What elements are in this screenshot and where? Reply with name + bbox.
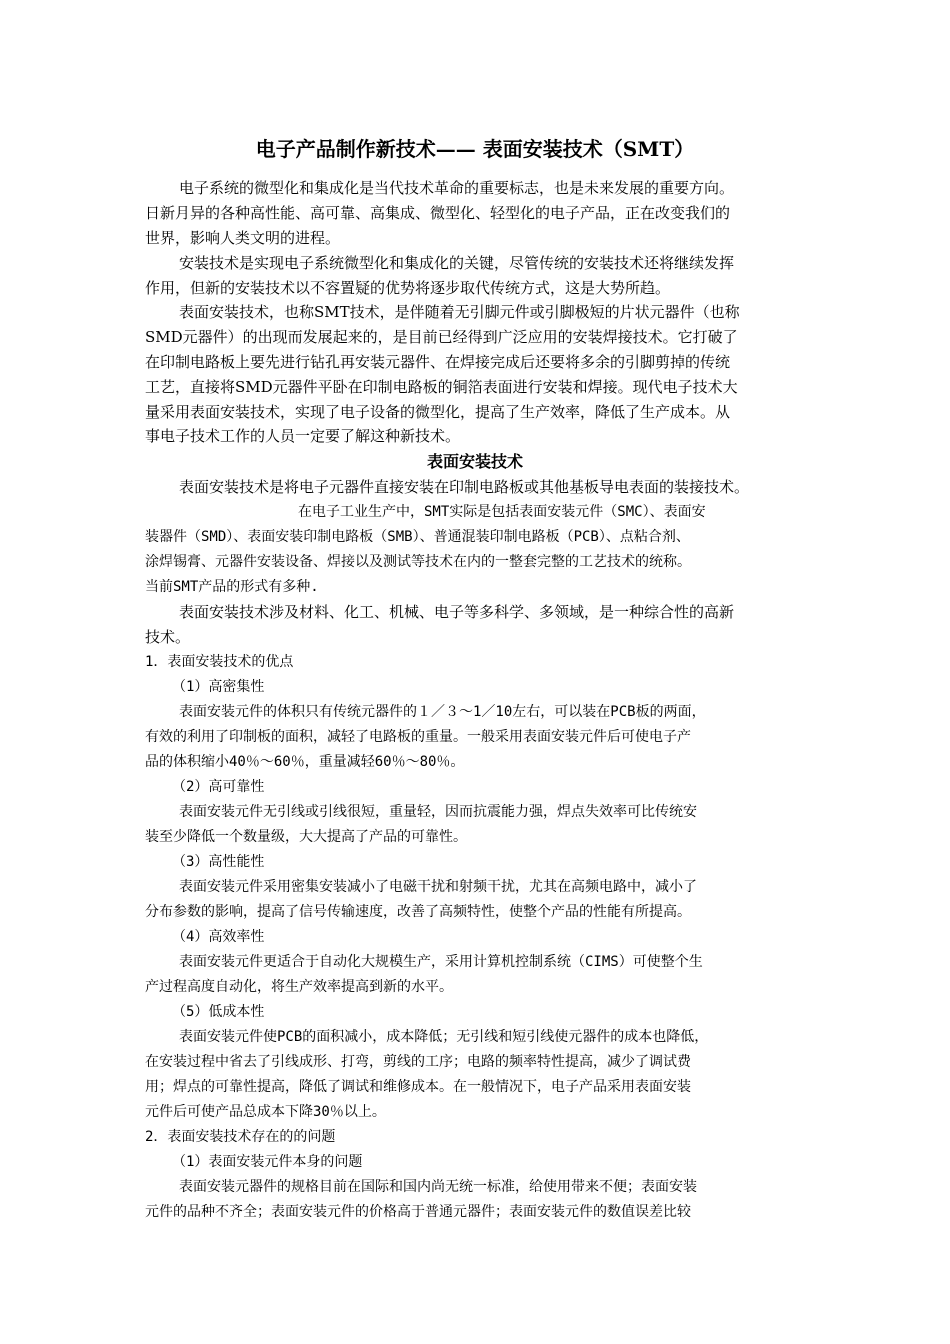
body-line: 元件的品种不齐全；表面安装元件的价格高于普通元器件；表面安装元件的数值误差比较 (145, 1204, 691, 1220)
body-line: 品的体积缩小40％～60％，重量减轻60％～80％。 (145, 754, 465, 770)
body-line: 涂焊锡膏、元器件安装设备、焊接以及测试等技术在内的一整套完整的工艺技术的统称。 (145, 554, 691, 570)
list-subheading: （3）高性能性 (172, 854, 265, 870)
body-line: 表面安装元件的体积只有传统元器件的１／３～1／10左右，可以装在PCB板的两面， (179, 704, 706, 720)
body-line: 产过程高度自动化，将生产效率提高到新的水平。 (145, 979, 453, 995)
body-line: 装至少降低一个数量级，大大提高了产品的可靠性。 (145, 829, 467, 845)
list-subheading: （5）低成本性 (172, 1004, 265, 1020)
body-line: 技术。 (145, 628, 191, 646)
intro-line: 事电子技术工作的人员一定要了解这种新技术。 (145, 427, 461, 445)
list-subheading: （4）高效率性 (172, 929, 265, 945)
body-line: 表面安装元件使PCB的面积减小，成本降低；无引线和短引线使元器件的成本也降低， (179, 1029, 709, 1045)
intro-line: 在印制电路板上要先进行钻孔再安装元器件、在焊接完成后还要将多余的引脚剪掉的传统 (145, 353, 731, 371)
body-line: 有效的利用了印制板的面积，减轻了电路板的重量。一般采用表面安装元件后可使电子产 (145, 729, 691, 745)
body-line: 装器件（SMD）、表面安装印制电路板（SMB）、普通混装印制电路板（PCB）、点粘合剂、 (145, 529, 690, 545)
list-heading: 2．表面安装技术存在的的问题 (145, 1129, 336, 1145)
body-line: 在安装过程中省去了引线成形、打弯，剪线的工序；电路的频率特性提高，减少了调试费 (145, 1054, 691, 1070)
intro-line: 表面安装技术，也称SMT技术，是伴随着无引脚元件或引脚极短的片状元器件（也称 (179, 303, 740, 321)
list-subheading: （1）表面安装元件本身的问题 (172, 1154, 363, 1170)
intro-line: SMD元器件）的出现而发展起来的，是目前已经得到广泛应用的安装焊接技术。它打破了 (145, 328, 738, 346)
document-title: 电子产品制作新技术—— 表面安装技术（SMT） (255, 137, 695, 161)
intro-line: 作用，但新的安装技术以不容置疑的优势将逐步取代传统方式，这是大势所趋。 (145, 279, 671, 297)
body-line: 在电子工业生产中，SMT实际是包括表面安装元件（SMC）、表面安 (298, 504, 706, 520)
body-line: 分布参数的影响，提高了信号传输速度，改善了高频特性，使整个产品的性能有所提高。 (145, 904, 691, 920)
body-line: 表面安装元件无引线或引线很短，重量轻，因而抗震能力强，焊点失效率可比传统安 (179, 804, 697, 820)
intro-line: 电子系统的微型化和集成化是当代技术革命的重要标志，也是未来发展的重要方向。 (179, 179, 735, 197)
body-line: 当前SMT产品的形式有多种. (145, 579, 319, 595)
body-line: 表面安装元件采用密集安装减小了电磁干扰和射频干扰，尤其在高频电路中，减小了 (179, 879, 697, 895)
intro-line: 世界，影响人类文明的进程。 (145, 229, 341, 247)
list-subheading: （2）高可靠性 (172, 779, 265, 795)
body-line: 表面安装元器件的规格目前在国际和国内尚无统一标准，给使用带来不便；表面安装 (179, 1179, 697, 1195)
intro-line: 工艺，直接将SMD元器件平卧在印制电路板的铜箔表面进行安装和焊接。现代电子技术大 (145, 378, 738, 396)
body-line: 表面安装元件更适合于自动化大规模生产，采用计算机控制系统（CIMS）可使整个生 (179, 954, 703, 970)
intro-line: 量采用表面安装技术，实现了电子设备的微型化，提高了生产效率，降低了生产成本。从 (145, 403, 731, 421)
intro-line: 安装技术是实现电子系统微型化和集成化的关键，尽管传统的安装技术还将继续发挥 (179, 254, 735, 272)
list-heading: 1．表面安装技术的优点 (145, 654, 294, 670)
body-line: 表面安装技术是将电子元器件直接安装在印制电路板或其他基板导电表面的装接技术。 (179, 478, 750, 496)
body-line: 用；焊点的可靠性提高，降低了调试和维修成本。在一般情况下，电子产品采用表面安装 (145, 1079, 691, 1095)
body-line: 元件后可使产品总成本下降30％以上。 (145, 1104, 386, 1120)
section-heading: 表面安装技术 (426, 452, 523, 471)
intro-line: 日新月异的各种高性能、高可靠、高集成、微型化、轻型化的电子产品，正在改变我们的 (145, 204, 731, 222)
body-line: 表面安装技术涉及材料、化工、机械、电子等多科学、多领域，是一种综合性的高新 (179, 603, 735, 621)
list-subheading: （1）高密集性 (172, 679, 265, 695)
